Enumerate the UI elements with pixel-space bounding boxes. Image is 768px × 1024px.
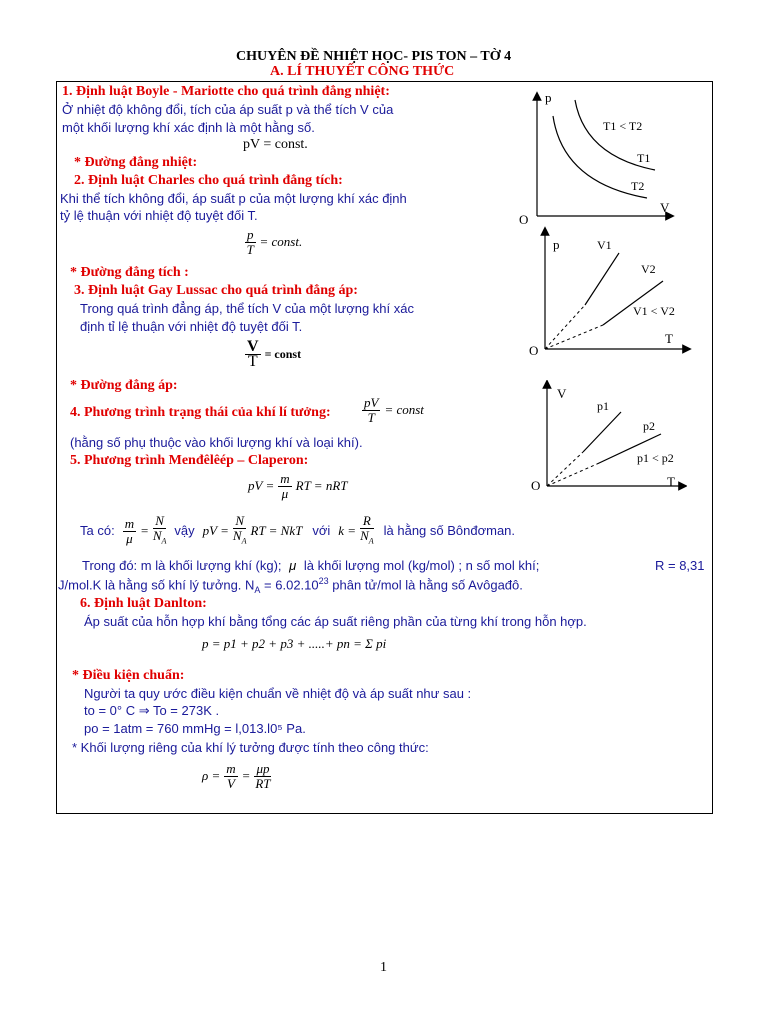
- standard-pressure: po = 1atm = 760 mmHg = l,013.l0⁵ Pa.: [84, 721, 306, 736]
- isobar-graph: [527, 380, 687, 492]
- page-title: CHUYÊN ĐỀ NHIỆT HỌC- PIS TON – TỜ 4: [236, 49, 512, 64]
- page-number: 1: [380, 960, 387, 975]
- ideal-gas-note: (hằng số phụ thuộc vào khối lượng khí và loại khí).: [70, 435, 363, 450]
- isotherm-label: * Đường đẳng nhiệt:: [74, 155, 198, 170]
- gaylussac-line-2: định tỉ lệ thuận với nhiệt độ tuyệt đối T.: [80, 319, 303, 334]
- g2-axis-y: p: [553, 237, 560, 252]
- gaylussac-heading: 3. Định luật Gay Lussac cho quá trình đẳng áp:: [74, 283, 358, 298]
- standard-conditions-heading: * Điều kiện chuẩn:: [72, 668, 185, 683]
- isochore-graph: [523, 225, 693, 363]
- charles-heading: 2. Định luật Charles cho quá trình đẳng tích:: [74, 173, 343, 188]
- where-line-1: Trong đó: m là khối lượng khí (kg); μ là khối lượng mol (kg/mol) ; n số mol khí;: [82, 558, 540, 573]
- dalton-formula: p = p1 + p2 + p3 + .....+ pn = Σ pi: [202, 636, 387, 651]
- density-line: * Khối lượng riêng của khí lý tưởng được tính theo công thức:: [72, 740, 429, 755]
- gas-constant-value: R = 8,31: [655, 558, 705, 573]
- g1-axis-y: p: [545, 90, 552, 105]
- g3-origin: O: [531, 478, 541, 492]
- isotherm-graph: [515, 88, 675, 233]
- g2-curve-2: V2: [641, 262, 656, 276]
- standard-conditions-line: Người ta quy ước điều kiện chuẩn về nhiệt độ và áp suất như sau :: [84, 686, 472, 701]
- ideal-gas-formula: $\frac{pV}{T}$ = const: [364, 395, 424, 425]
- g2-origin: O: [529, 343, 539, 358]
- clapeyron-heading: 5. Phương trình Menđêlêép – Claperon:: [70, 453, 309, 468]
- charles-line-1: Khi thể tích không đổi, áp suất p của một lượng khí xác định: [60, 191, 407, 206]
- charles-line-2: tỷ lệ thuận với nhiệt độ tuyệt đối T.: [60, 208, 258, 223]
- dalton-heading: 6. Định luật Danlton:: [80, 596, 207, 611]
- g2-curve-1: V1: [597, 238, 612, 252]
- clapeyron-formula: pV = $\frac{m}{\mu}$ RT = nRT: [248, 471, 348, 501]
- section-title: A. LÍ THUYẾT CÔNG THỨC: [270, 64, 455, 79]
- g1-curve-2: T2: [631, 179, 645, 193]
- boyle-line-1: Ở nhiệt độ không đổi, tích của áp suất p và thể tích V của: [62, 102, 394, 117]
- boyle-heading: 1. Định luật Boyle - Mariotte cho quá trình đẳng nhiệt:: [62, 84, 390, 99]
- g1-origin: O: [519, 212, 529, 227]
- where-line-3: J/mol.K là hằng số khí lý tưởng. $N_A = 6.02.10^{23}$ phân tử/mol là hằng số Avôgađô.: [58, 576, 523, 595]
- isochore-label: * Đường đẳng tích :: [70, 265, 189, 280]
- g1-axis-x: V: [660, 200, 670, 215]
- g3-axis-y: V: [557, 386, 567, 401]
- charles-formula: $\frac{p}{T}$ = const.: [246, 227, 303, 257]
- g2-axis-x: T: [665, 331, 673, 346]
- boltzmann-line: Ta có: $\frac{m}{\mu}$ = $\frac{N}{N_A}$ vậy pV = $\frac{N}{N_A}$ RT = NkT với k = $\frac{R}{N_A}$ là hằng số Bônđơman.: [80, 513, 516, 546]
- gaylussac-formula: $\frac{V}{T}$ = const: [247, 338, 302, 370]
- g3-curve-1: p1: [597, 399, 609, 413]
- g1-curve-1: T1: [637, 151, 651, 165]
- ideal-gas-heading: 4. Phương trình trạng thái của khí lí tưởng:: [70, 405, 331, 420]
- dalton-line-1: Áp suất của hỗn hợp khí bằng tổng các áp suất riêng phần của từng khí trong hỗn hợp.: [84, 614, 587, 629]
- gaylussac-line-1: Trong quá trình đẳng áp, thể tích V của một lượng khí xác: [80, 301, 414, 316]
- g3-condition: p1 < p2: [637, 451, 674, 465]
- g3-axis-x: T: [667, 474, 675, 489]
- boyle-formula: pV = const.: [243, 137, 308, 152]
- g3-curve-2: p2: [643, 419, 655, 433]
- standard-temperature: to = 0° C ⇒ To = 273K .: [84, 703, 220, 718]
- g2-condition: V1 < V2: [633, 304, 675, 318]
- isobar-label: * Đường đẳng áp:: [70, 378, 178, 393]
- density-formula: ρ = $\frac{m}{V}$ = $\frac{\mu p}{RT}$: [202, 761, 271, 791]
- boyle-line-2: một khối lượng khí xác định là một hằng số.: [62, 120, 315, 135]
- g1-condition: T1 < T2: [603, 119, 643, 133]
